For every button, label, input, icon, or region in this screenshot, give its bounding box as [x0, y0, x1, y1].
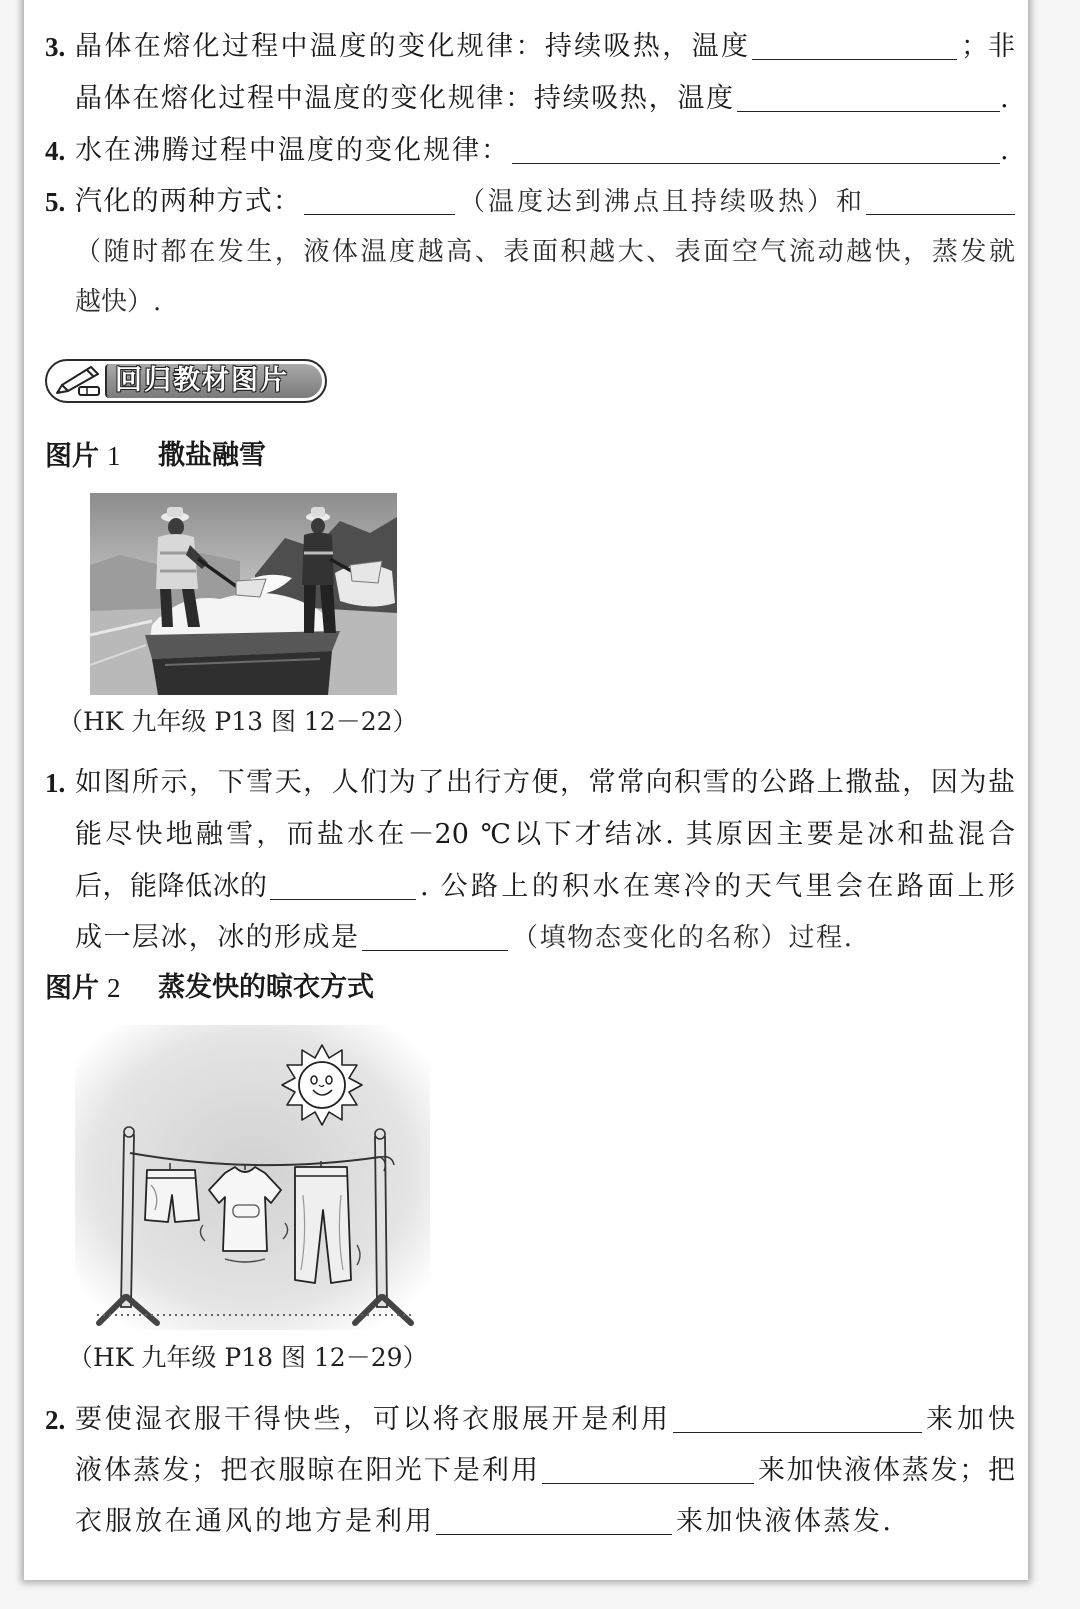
question-text: 成一层冰，冰的形成是 — [75, 922, 358, 953]
section-header — [45, 359, 327, 403]
question-3-line-1 — [45, 29, 1015, 65]
answer-blank — [752, 29, 957, 60]
figure-number: 1 — [107, 441, 121, 471]
question-4-line-1 — [45, 133, 1015, 169]
question-text: 液体蒸发；把衣服晾在阳光下是利用 — [75, 1455, 538, 1486]
clothesline-illustration — [75, 1025, 430, 1330]
question-number: 5. — [45, 187, 66, 217]
pencil-icon — [49, 362, 105, 400]
answer-blank — [866, 184, 1015, 215]
question-text: 后，能降低冰的 — [75, 871, 267, 902]
question-text: 汽化的两种方式： — [75, 186, 300, 217]
answer-blank — [362, 920, 508, 951]
answer-blank — [436, 1504, 672, 1535]
question-number: 2. — [45, 1405, 66, 1435]
figure-2-label — [45, 970, 374, 1006]
question-5-line-3 — [75, 284, 275, 320]
question-text: 来加快液体蒸发. — [676, 1506, 891, 1537]
question-text: . 公路上的积水在寒冷的天气里会在路面上形 — [420, 871, 1015, 902]
figure-1-caption: （HK 九年级 P13 图 12－22） — [58, 707, 418, 736]
question-text: 来加快液体蒸发；把 — [758, 1455, 1015, 1486]
figure-2-caption: （HK 九年级 P18 图 12－29） — [68, 1343, 428, 1372]
question-text: 能尽快地融雪，而盐水在－20 ℃以下才结冰. 其原因主要是冰和盐混合 — [75, 819, 1015, 850]
section-title: 回归教材图片 — [115, 365, 289, 396]
question-5-line-2 — [75, 234, 1015, 270]
question-text: 要使湿衣服干得快些，可以将衣服展开是利用 — [75, 1404, 668, 1435]
snow-salt-photo — [90, 493, 397, 695]
figure-prefix: 图片 — [45, 973, 99, 1004]
question-5-line-1 — [45, 184, 1015, 220]
answer-blank — [270, 869, 416, 900]
figure-number: 2 — [107, 973, 121, 1003]
question-2-line-3 — [75, 1504, 891, 1540]
question-text: 晶体在熔化过程中温度的变化规律：持续吸热，温度 — [75, 31, 748, 62]
answer-blank — [737, 81, 1000, 112]
question-text: ；非 — [961, 31, 1015, 62]
question-text: 衣服放在通风的地方是利用 — [75, 1506, 432, 1537]
question-text: . — [1000, 83, 1009, 114]
question-text: 越快）. — [75, 287, 162, 317]
question-text: 来加快 — [926, 1404, 1015, 1435]
question-1-line-2 — [75, 817, 1015, 853]
answer-blank — [304, 184, 455, 215]
question-text: （温度达到沸点且持续吸热）和 — [459, 187, 862, 217]
answer-blank — [512, 133, 1000, 164]
question-text: 如图所示，下雪天，人们为了出行方便，常常向积雪的公路上撒盐，因为盐 — [75, 767, 1015, 798]
question-2-line-2 — [75, 1453, 1015, 1489]
question-1-line-1 — [45, 765, 1015, 801]
question-1-line-3 — [75, 869, 1015, 905]
figure-prefix: 图片 — [45, 441, 99, 472]
figure-title: 蒸发快的晾衣方式 — [158, 972, 374, 1003]
question-number: 4. — [45, 136, 66, 166]
question-number: 1. — [45, 768, 66, 798]
question-2-line-1 — [45, 1402, 1015, 1438]
question-number: 3. — [45, 32, 66, 62]
question-text: （填物态变化的名称）过程. — [512, 923, 852, 953]
figure-title: 撒盐融雪 — [158, 440, 266, 471]
answer-blank — [542, 1453, 754, 1484]
question-text: . — [1000, 135, 1009, 166]
question-text: 晶体在熔化过程中温度的变化规律：持续吸热，温度 — [75, 83, 733, 114]
question-1-line-4 — [75, 920, 852, 956]
figure-1-label — [45, 438, 266, 474]
question-3-line-2 — [75, 81, 1015, 117]
question-text: 水在沸腾过程中温度的变化规律： — [75, 135, 508, 166]
answer-blank — [673, 1402, 922, 1433]
question-text: （随时都在发生，液体温度越高、表面积越大、表面空气流动越快，蒸发就 — [75, 237, 1015, 267]
